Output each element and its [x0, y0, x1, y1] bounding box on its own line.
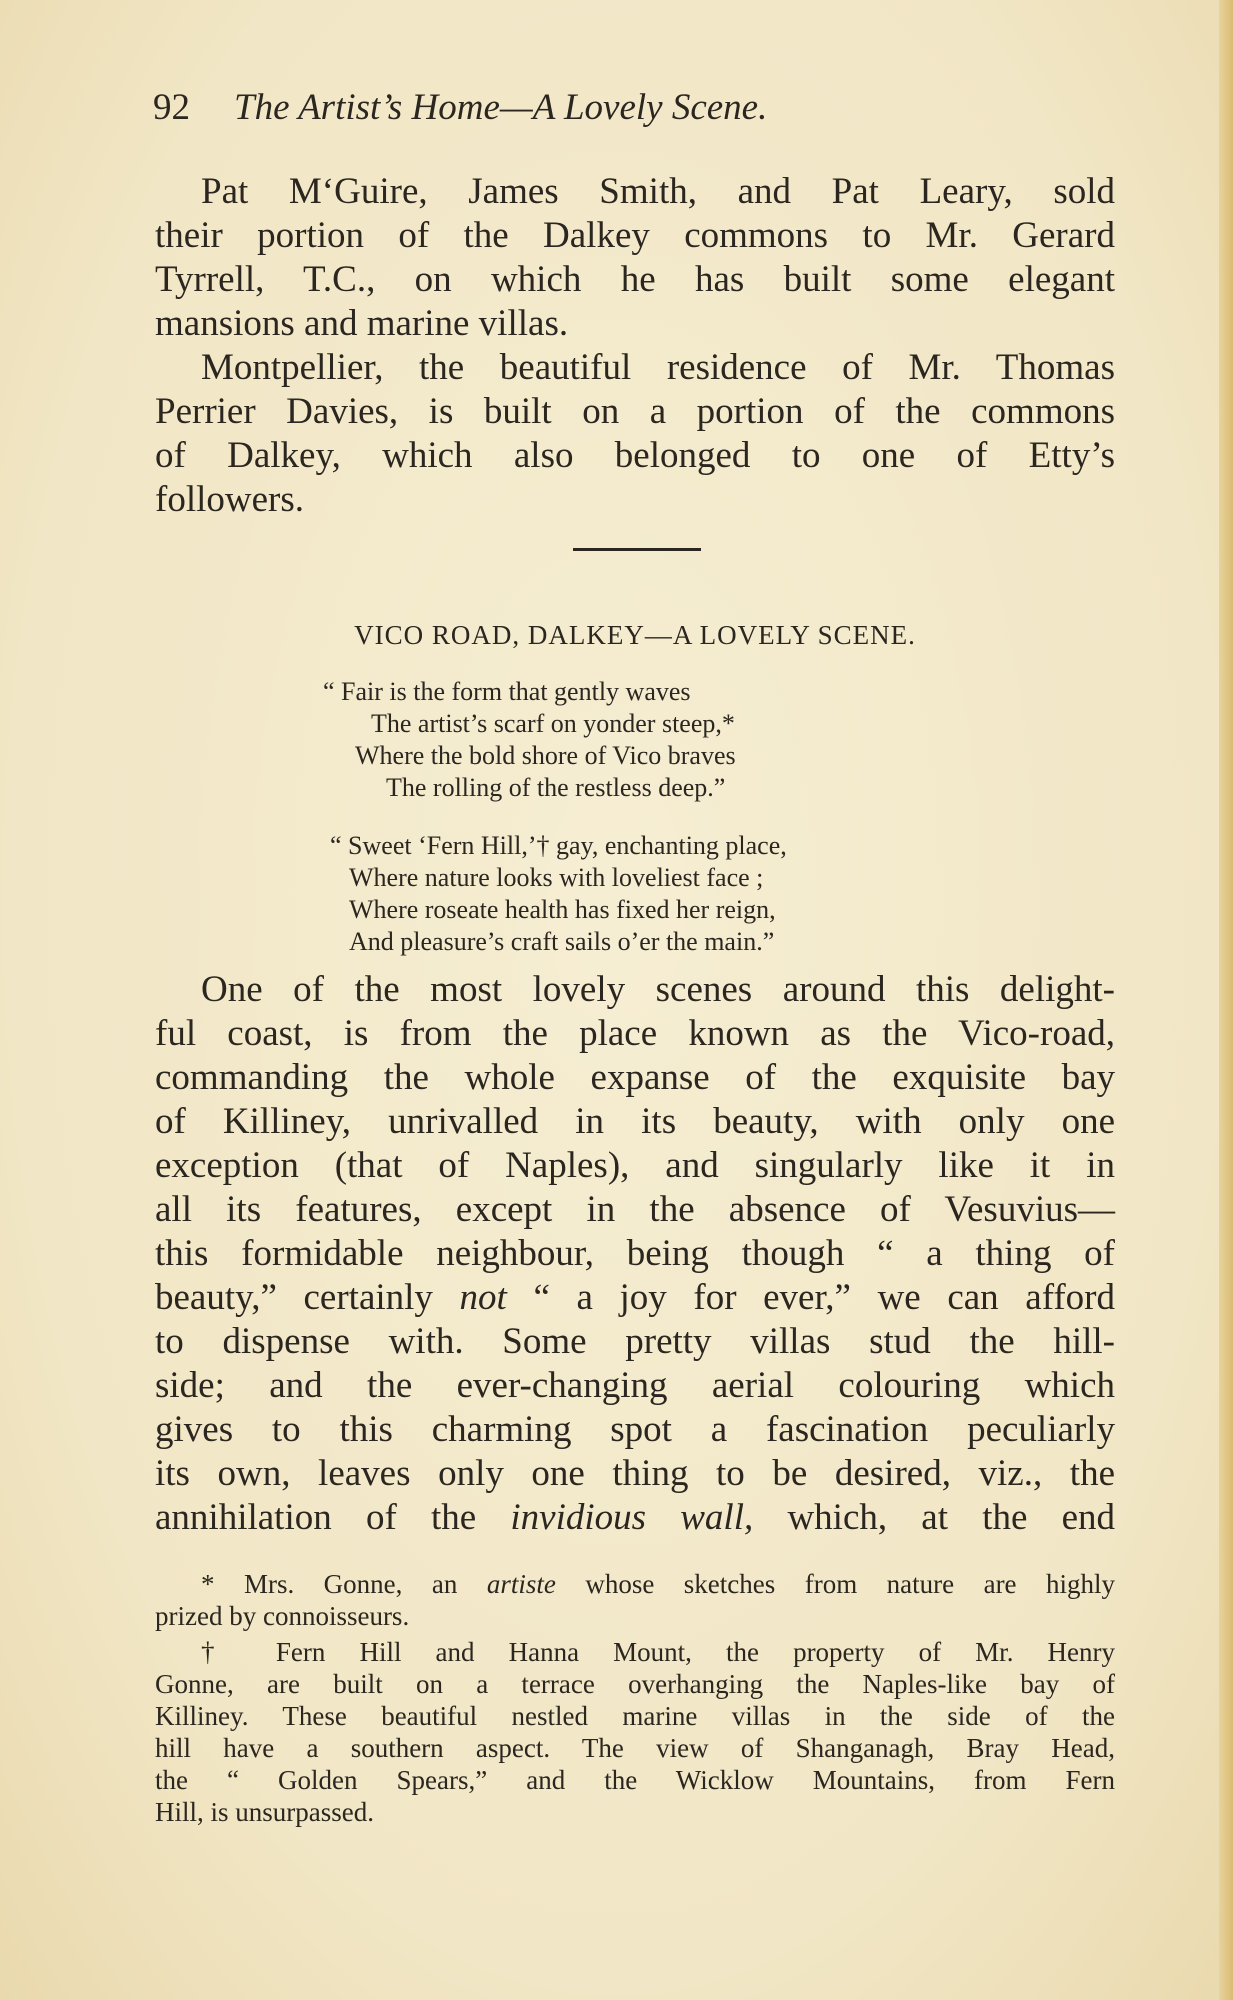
verse-line: “ Fair is the form that gently waves: [323, 677, 691, 706]
text-line: all its features, except in the absence of Vesuvius—: [155, 1189, 1115, 1230]
text-line: of Killiney, unrivalled in its beauty, with only one: [155, 1101, 1115, 1142]
text-line: commanding the whole expanse of the exquisite bay: [155, 1057, 1115, 1098]
footnote-fern-hill: [155, 1636, 1115, 1828]
running-header: [153, 84, 1113, 132]
verse-line: Where the bold shore of Vico braves: [355, 741, 736, 770]
text-line: mansions and marine villas.: [155, 303, 569, 344]
text-run: annihilation of the: [155, 1497, 477, 1538]
text-line: this formidable neighbour, being though “ a thing of: [155, 1233, 1115, 1274]
text-run: whose sketches from nature are highly: [585, 1569, 1116, 1599]
text-line: Pat M‘Guire, James Smith, and Pat Leary, sold: [201, 171, 1115, 212]
italic-emphasis: invidious wall,: [510, 1497, 754, 1538]
footnote-gonne: [155, 1568, 1115, 1632]
text-line: their portion of the Dalkey commons to Mr. Gerard: [155, 215, 1115, 256]
verse-stanza-1: [323, 676, 736, 804]
text-line-mixed: [155, 1568, 1115, 1600]
verse-line: Where roseate health has fixed her reign,: [349, 895, 776, 924]
paragraph-vico-road: [155, 968, 1115, 1540]
running-title: The Artist’s Home—A Lovely Scene.: [234, 87, 768, 128]
section-title: VICO ROAD, DALKEY—A LOVELY SCENE.: [354, 620, 916, 650]
text-line-mixed: [155, 1496, 1115, 1540]
italic-emphasis: artiste: [486, 1569, 556, 1599]
text-line: ful coast, is from the place known as the Vico-road,: [155, 1013, 1115, 1054]
page-edge: [1219, 0, 1233, 2000]
text-line: Gonne, are built on a terrace overhanging the Naples-like bay of: [155, 1669, 1115, 1699]
text-line: the “ Golden Spears,” and the Wicklow Mountains, from Fern: [155, 1765, 1115, 1795]
text-run: which, at the end: [787, 1497, 1116, 1538]
text-line: gives to this charming spot a fascination peculiarly: [155, 1409, 1115, 1450]
text-line: side; and the ever-changing aerial colouring which: [155, 1365, 1115, 1406]
page-number: 92: [153, 87, 190, 128]
text-line: its own, leaves only one thing to be desired, viz., the: [155, 1453, 1115, 1494]
text-line: Tyrrell, T.C., on which he has built some elegant: [155, 259, 1115, 300]
verse-line: And pleasure’s craft sails o’er the main.”: [349, 927, 775, 956]
text-line: Hill, is unsurpassed.: [155, 1797, 374, 1827]
verse-line: “ Sweet ‘Fern Hill,’† gay, enchanting place,: [330, 831, 787, 860]
text-run: beauty,” certainly: [155, 1277, 433, 1318]
text-line: Killiney. These beautiful nestled marine villas in the side of the: [155, 1701, 1115, 1731]
text-run: “ a joy for ever,” we can afford: [533, 1277, 1115, 1318]
verse-line: The rolling of the restless deep.”: [386, 773, 726, 802]
section-divider: [573, 548, 701, 551]
text-line: of Dalkey, which also belonged to one of Etty’s: [155, 435, 1115, 476]
verse-line: Where nature looks with loveliest face ;: [349, 863, 764, 892]
text-line: Perrier Davies, is built on a portion of the commons: [155, 391, 1115, 432]
text-line: One of the most lovely scenes around this delight-: [201, 969, 1115, 1010]
paragraph-montpellier: [155, 346, 1115, 522]
italic-emphasis: not: [459, 1277, 507, 1318]
text-run: * Mrs. Gonne, an: [201, 1569, 458, 1599]
text-line: Montpellier, the beautiful residence of Mr. Thomas: [201, 347, 1115, 388]
text-line: † Fern Hill and Hanna Mount, the property of Mr. Henry: [201, 1637, 1115, 1667]
verse-line: The artist’s scarf on yonder steep,*: [371, 709, 735, 738]
text-line: hill have a southern aspect. The view of Shanganagh, Bray Head,: [155, 1733, 1115, 1763]
text-line: prized by connoisseurs.: [155, 1601, 410, 1631]
verse-stanza-2: [330, 830, 787, 958]
text-line-mixed: [155, 1276, 1115, 1320]
text-line: to dispense with. Some pretty villas stud the hill-: [155, 1321, 1115, 1362]
text-line: followers.: [155, 479, 304, 520]
text-line: exception (that of Naples), and singularly like it in: [155, 1145, 1115, 1186]
paragraph-tyrrell: [155, 170, 1115, 346]
